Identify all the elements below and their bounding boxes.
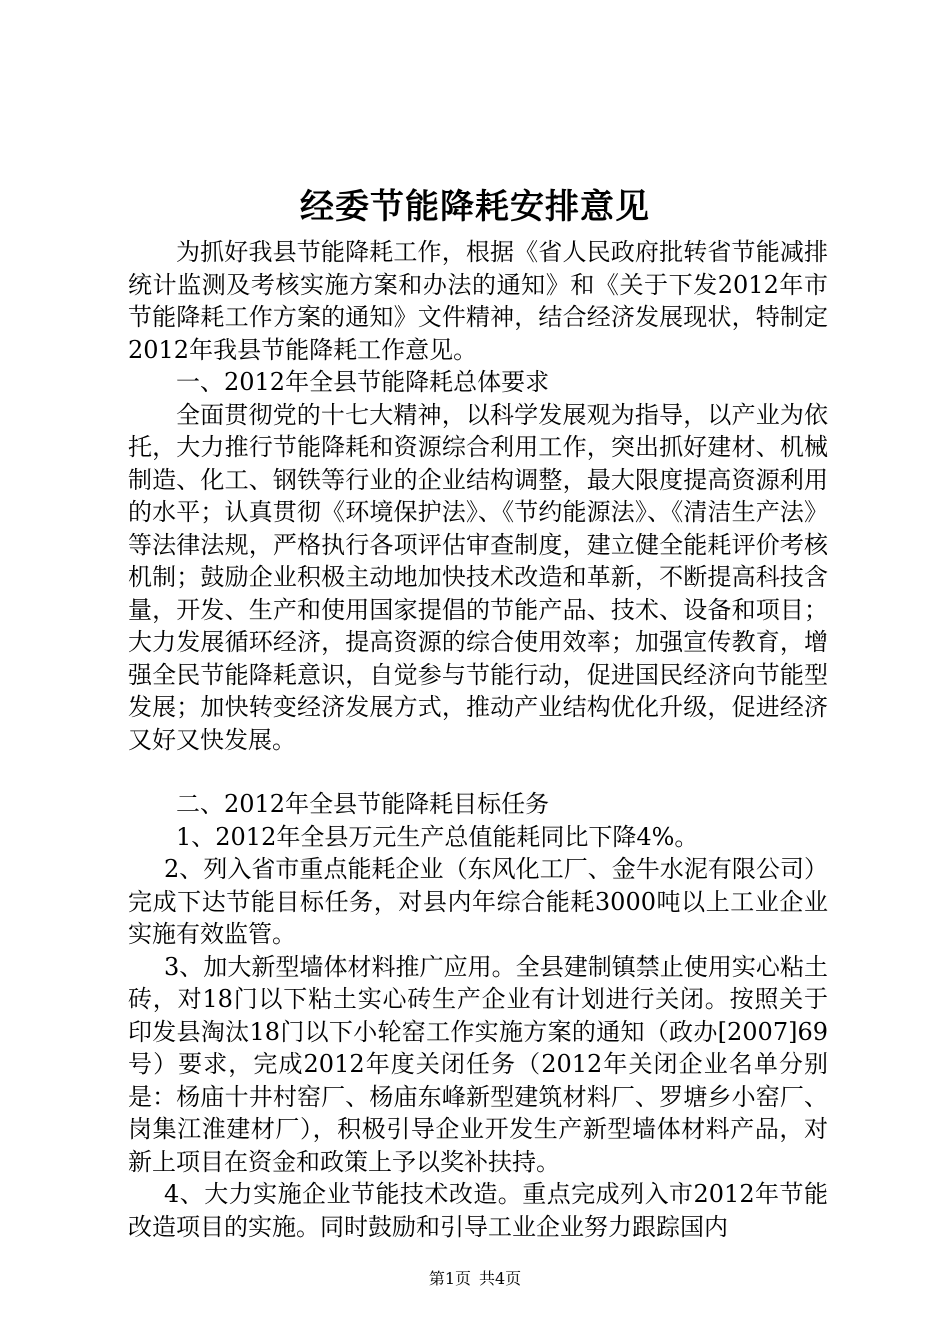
list-item-2: 2、列入省市重点能耗企业（东风化工厂、金牛水泥有限公司）完成下达节能目标任务，对县内年综合能耗3000吨以上工业企业实施有效监管。 <box>128 855 828 948</box>
list-item-3: 3、加大新型墙体材料推广应用。全县建制镇禁止使用实心粘土砖，对18门以下粘土实心砖生产企业有计划进行关闭。按照关于印发县淘汰18门以下小轮窑工作实施方案的通知（政办[2007]69号）要求，完成2012年度关闭任务（2012年关闭企业名单分别是：杨庙十井村窑厂、杨庙东峰新型建筑材料厂、罗塘乡小窑厂、岗集江淮建材厂），积极引导企业开发生产新型墙体材料产品，对新上项目在资金和政策上予以奖补扶持。 <box>128 952 828 1176</box>
list-item-1: 1、2012年全县万元生产总值能耗同比下降4%。 <box>176 822 699 851</box>
section-heading-1: 一、2012年全县节能降耗总体要求 <box>176 368 550 396</box>
page-number: 第1页 <box>428 1269 471 1288</box>
paragraph-requirements: 全面贯彻党的十七大精神，以科学发展观为指导，以产业为依托，大力推行节能降耗和资源综合利用工作，突出抓好建材、机械制造、化工、钢铁等行业的企业结构调整，最大限度提高资源利用的水平；认真贯彻《环境保护法》、《节约能源法》、《清洁生产法》等法律法规，严格执行各项评估审查制度，建立健全能耗评价考核机制；鼓励企业积极主动地加快技术改造和革新，不断提高科技含量，开发、生产和使用国家提倡的节能产品、技术、设备和项目；大力发展循环经济，提高资源的综合使用效率；加强宣传教育，增强全民节能降耗意识，自觉参与节能行动，促进国民经济向节能型发展；加快转变经济发展方式，推动产业结构优化升级，促进经济又好又快发展。 <box>128 400 828 754</box>
page-footer <box>0 1268 950 1290</box>
document-title: 经委节能降耗安排意见 <box>300 187 650 227</box>
list-item-4: 4、大力实施企业节能技术改造。重点完成列入市2012年节能改造项目的实施。同时鼓励和引导工业企业努力跟踪国内 <box>128 1180 828 1241</box>
document-body <box>128 236 828 1243</box>
section-heading-2: 二、2012年全县节能降耗目标任务 <box>176 790 550 818</box>
page-total: 共4页 <box>479 1269 522 1288</box>
paragraph-intro: 为抓好我县节能降耗工作，根据《省人民政府批转省节能减排统计监测及考核实施方案和办法的通知》和《关于下发2012年市节能降耗工作方案的通知》文件精神，结合经济发展现状，特制定2012年我县节能降耗工作意见。 <box>128 238 828 364</box>
